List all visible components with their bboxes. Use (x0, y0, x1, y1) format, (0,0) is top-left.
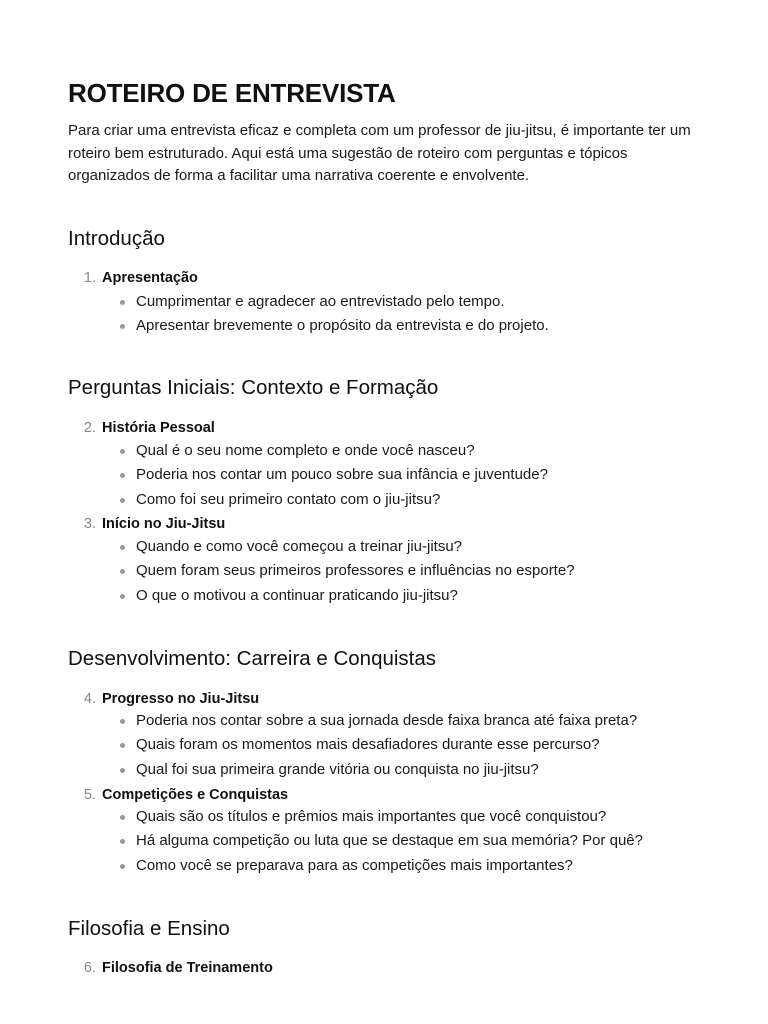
bullet-dot-icon (120, 768, 125, 773)
list-item: Como você se preparava para as competições mais importantes? (68, 854, 708, 878)
section-title-desenvolvimento: Desenvolvimento: Carreira e Conquistas (68, 647, 437, 670)
list-item: Quem foram seus primeiros professores e influências no esporte? (68, 559, 708, 583)
list-item: Quais foram os momentos mais desafiadores durante esse percurso? (68, 733, 708, 757)
topic-label: Apresentação (102, 270, 198, 286)
list-item: Qual foi sua primeira grande vitória ou conquista no jiu-jitsu? (68, 758, 708, 782)
topic-progresso (68, 689, 708, 782)
section-title-introducao: Introdução (68, 227, 165, 250)
bullet-dot-icon (120, 594, 125, 599)
bullet-dot-icon (120, 719, 125, 724)
document-title: ROTEIRO DE ENTREVISTA (68, 78, 396, 108)
topic-historia-pessoal (68, 418, 708, 512)
bullet-dot-icon (120, 569, 125, 574)
bullet-dot-icon (120, 300, 125, 305)
bullet-dot-icon (120, 864, 125, 869)
list-item: O que o motivou a continuar praticando jiu-jitsu? (68, 584, 708, 608)
topic-number: 4. (83, 691, 96, 707)
bullet-dot-icon (120, 743, 125, 748)
list-item: Poderia nos contar um pouco sobre sua infância e juventude? (68, 463, 708, 487)
topic-apresentacao (68, 268, 708, 339)
bullet-dot-icon (120, 498, 125, 503)
bullet-dot-icon (120, 473, 125, 478)
list-item: Cumprimentar e agradecer ao entrevistado pelo tempo. (68, 290, 708, 314)
document-page (0, 0, 768, 188)
topic-label: Início no Jiu-Jitsu (102, 516, 226, 532)
topic-number: 1. (83, 270, 96, 286)
bullet-dot-icon (120, 449, 125, 454)
topic-filosofia-treinamento (68, 958, 708, 978)
bullet-dot-icon (120, 324, 125, 329)
list-item: Quando e como você começou a treinar jiu-jitsu? (68, 535, 708, 559)
list-item: Há alguma competição ou luta que se destaque em sua memória? Por quê? (68, 829, 708, 853)
topic-number: 3. (83, 516, 96, 532)
list-item: Qual é o seu nome completo e onde você nasceu? (68, 439, 708, 463)
topic-competicoes (68, 785, 708, 878)
bullet-dot-icon (120, 815, 125, 820)
topic-number: 5. (83, 787, 96, 803)
bullet-dot-icon (120, 545, 125, 550)
topic-number: 2. (83, 420, 96, 436)
topic-number: 6. (83, 960, 96, 976)
topic-label: Progresso no Jiu-Jitsu (102, 691, 260, 707)
list-item: Apresentar brevemente o propósito da entrevista e do projeto. (68, 314, 708, 338)
topic-label: História Pessoal (102, 420, 215, 436)
topic-inicio-jiu-jitsu (68, 514, 708, 608)
bullet-dot-icon (120, 839, 125, 844)
list-item: Poderia nos contar sobre a sua jornada desde faixa branca até faixa preta? (68, 709, 708, 733)
section-title-filosofia: Filosofia e Ensino (68, 917, 230, 940)
topic-label: Filosofia de Treinamento (102, 960, 273, 976)
list-item: Como foi seu primeiro contato com o jiu-jitsu? (68, 488, 708, 512)
intro-paragraph: Para criar uma entrevista eficaz e completa com um professor de jiu-jitsu, é importante ter um roteiro bem estruturado. Aqui está uma sugestão de roteiro com perguntas e tópicos organizados de forma a facilitar uma narrativa coerente e envolvente. (68, 122, 691, 184)
topic-label: Competições e Conquistas (102, 787, 289, 803)
list-item: Quais são os títulos e prêmios mais importantes que você conquistou? (68, 805, 708, 829)
section-title-perguntas-iniciais: Perguntas Iniciais: Contexto e Formação (68, 376, 439, 399)
